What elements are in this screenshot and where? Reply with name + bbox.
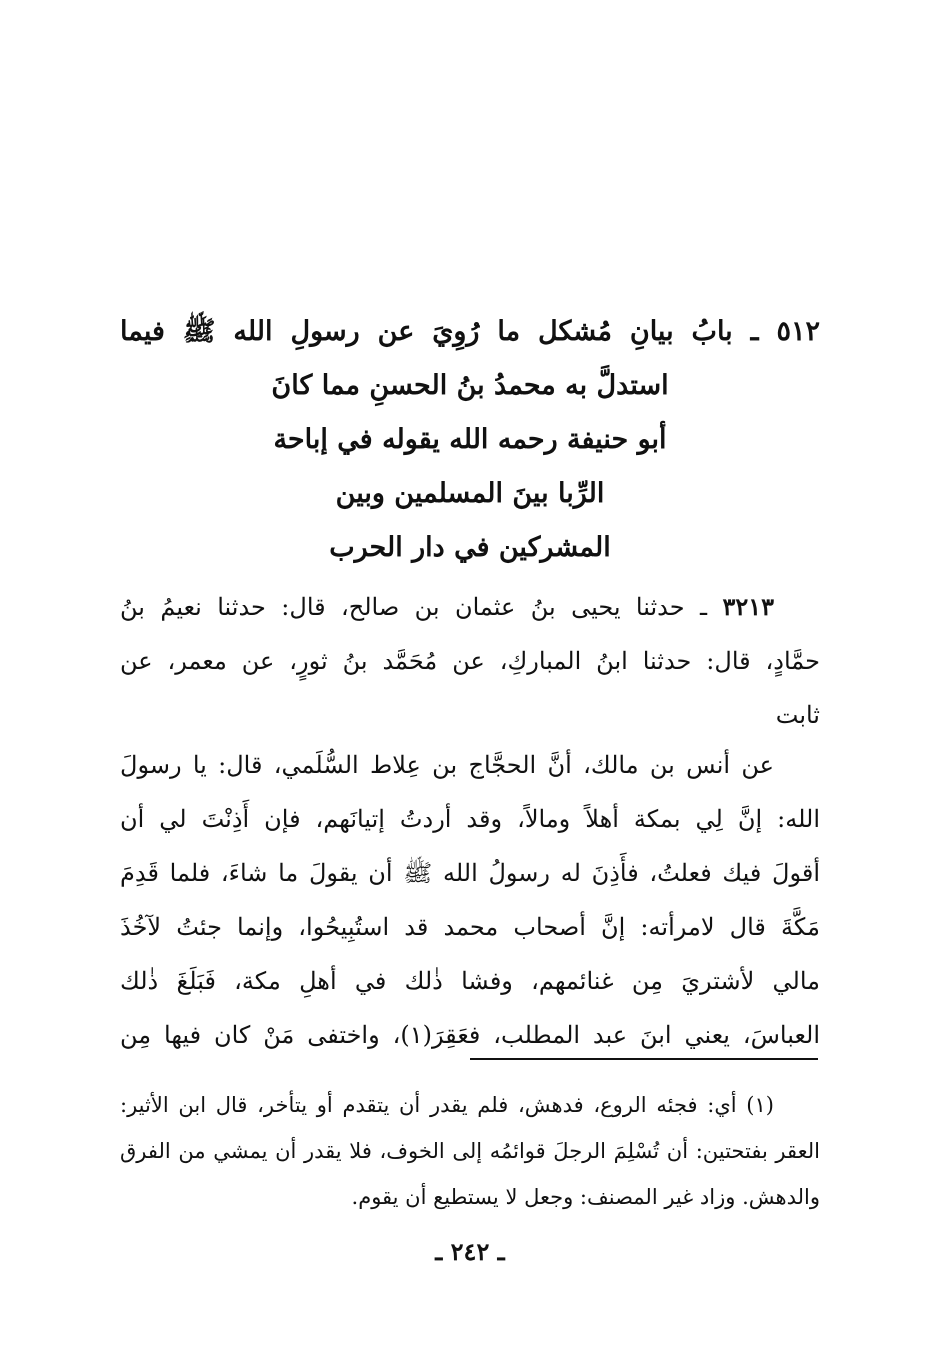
body-line: عن أنس بن مالك، أنَّ الحجَّاج بن عِلاط السُّلَمي، قال: يا رسولَ [120,751,775,779]
body-line: حمَّادٍ، قال: حدثنا ابنُ المباركِ، عن مُحَمَّد بنُ ثورٍ، عن معمر، عن [120,647,820,675]
body-line: مالي لأشتريَ مِن غنائمهم، وفشا ذٰلك في أهلِ مكة، فَبَلَغَ ذٰلك [120,967,820,995]
body-line: العباسَ، يعني ابنَ عبد المطلب، فعَقِرَ(١)، واختفى مَنْ كان فيها مِن [120,1021,820,1049]
chapter-heading [120,305,820,575]
chapter-heading-line: الرِّبا بينَ المسلمين وبين [335,478,605,509]
body-line: أقولَ فيك فعلتُ، فأَذِنَ له رسولُ الله ﷺ أن يقولَ ما شاءَ، فلما قَدِمَ [120,859,820,887]
body-line: الله: إنَّ لِي بمكة أهلاً ومالاً، وقد أردتُ إتيانَهم، فإن أَذِنْتَ لي أن [120,805,820,833]
footnote-line: والدهش. وزاد غير المصنف: وجعل لا يستطيع أن يقوم. [351,1185,820,1209]
chapter-heading-line: استدلَّ به محمدُ بنُ الحسنِ مما كانَ [271,370,669,401]
footnote-line: العقر بفتحتين: أن تُسْلِمَ الرجلَ قوائمُه إلى الخوف، فلا يقدر أن يمشي من الفرق [120,1139,820,1163]
hadith-number: ٣٢١٣ [722,592,774,621]
footnote-divider [470,1058,818,1060]
body-line: مَكَّةَ قال لامرأته: إنَّ أصحاب محمد قد استُبِيحُوا، وإنما جئتُ لآخُذَ [120,913,820,941]
footnote [120,1082,820,1220]
chapter-heading-line: أبو حنيفة رحمه الله يقوله في إباحة [273,424,667,455]
body-line-text: ـ حدثنا يحيى بنُ عثمان بن صالح، قال: حدثنا نعيمُ بنُ [120,593,723,621]
hadith-isnad [120,580,820,742]
page-number: ـ ٢٤٢ ـ [435,1237,505,1266]
chapter-heading-line: ٥١٢ ـ بابُ بيانِ مُشكل ما رُوِيَ عن رسولِ الله ﷺ فيما [120,316,820,347]
hadith-matn [120,738,820,1062]
footnote-line: (١) أي: فجئه الروع، فدهش، فلم يقدر أن يتقدم أو يتأخر، قال ابن الأثير: [120,1093,774,1117]
body-line: ثابت [775,701,820,729]
chapter-heading-line: المشركين في دار الحرب [329,532,611,563]
body-line [120,580,820,634]
